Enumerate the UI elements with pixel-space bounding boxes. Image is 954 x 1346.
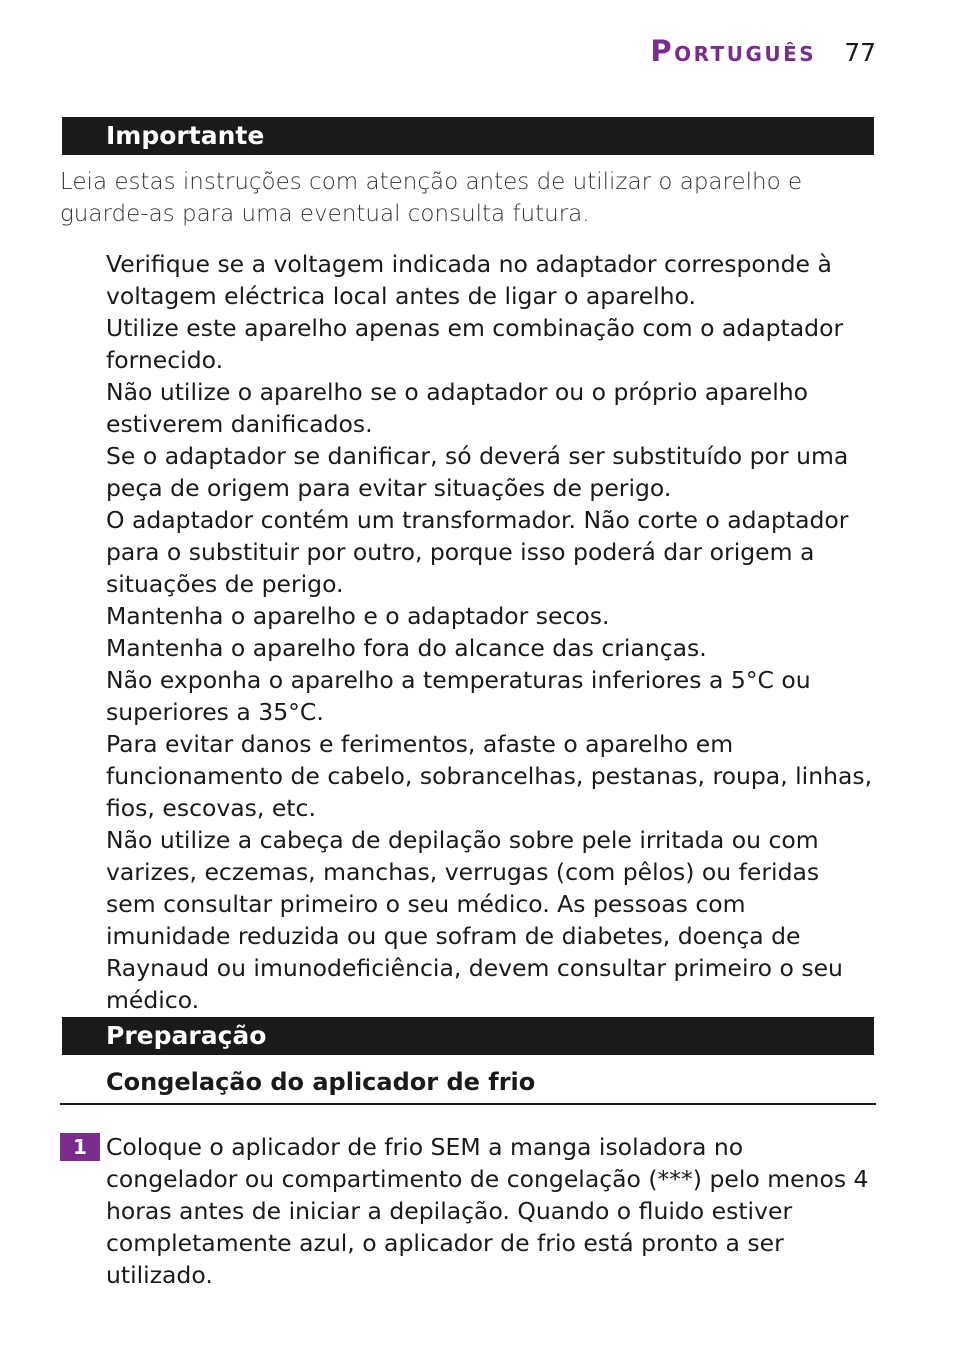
section-title-preparation: Preparação bbox=[62, 1017, 874, 1055]
divider bbox=[60, 1103, 876, 1105]
subheading: Congelação do aplicador de frio bbox=[106, 1068, 536, 1096]
list-item: O adaptador contém um transformador. Não corte o adaptador para o substituir por outro, porque isso poderá dar origem a situações de perigo. bbox=[106, 506, 849, 598]
page-header bbox=[650, 34, 876, 68]
list-item: Não utilize a cabeça de depilação sobre pele irritada ou com varizes, eczemas, manchas, verrugas (com pêlos) ou feridas sem consultar primeiro o seu médico. As pessoas com imunidade reduzida ou que sofram de diabetes, doença de Raynaud ou imunodeficiência, devem consultar primeiro o seu médico. bbox=[106, 826, 843, 1014]
intro-paragraph: Leia estas instruções com atenção antes de utilizar o aparelho e guarde-as para uma eventual consulta futura. bbox=[60, 169, 803, 227]
section-title-important: Importante bbox=[62, 117, 874, 155]
list-item: Utilize este aparelho apenas em combinação com o adaptador fornecido. bbox=[106, 314, 844, 374]
page-number: 77 bbox=[844, 38, 876, 67]
list-item: Não utilize o aparelho se o adaptador ou o próprio aparelho estiverem danificados. bbox=[106, 378, 809, 438]
list-item: Não exponha o aparelho a temperaturas inferiores a 5°C ou superiores a 35°C. bbox=[106, 666, 811, 726]
list-item: Para evitar danos e ferimentos, afaste o aparelho em funcionamento de cabelo, sobrancelhas, pestanas, roupa, linhas, fios, escovas, etc. bbox=[106, 730, 873, 822]
list-item: Se o adaptador se danificar, só deverá ser substituído por uma peça de origem para evitar situações de perigo. bbox=[106, 442, 849, 502]
step-number-badge: 1 bbox=[60, 1133, 100, 1161]
safety-list bbox=[106, 248, 874, 1016]
list-item: Verifique se a voltagem indicada no adaptador corresponde à voltagem eléctrica local antes de ligar o aparelho. bbox=[106, 250, 832, 310]
list-item: Mantenha o aparelho e o adaptador secos. bbox=[106, 602, 610, 630]
step-text: Coloque o aplicador de frio SEM a manga isoladora no congelador ou compartimento de congelação (***) pelo menos 4 horas antes de iniciar a depilação. Quando o fluido estiver completamente azul, o aplicador de frio está pronto a ser utilizado. bbox=[106, 1133, 869, 1289]
list-item: Mantenha o aparelho fora do alcance das crianças. bbox=[106, 634, 707, 662]
language-label: Português bbox=[650, 34, 817, 68]
